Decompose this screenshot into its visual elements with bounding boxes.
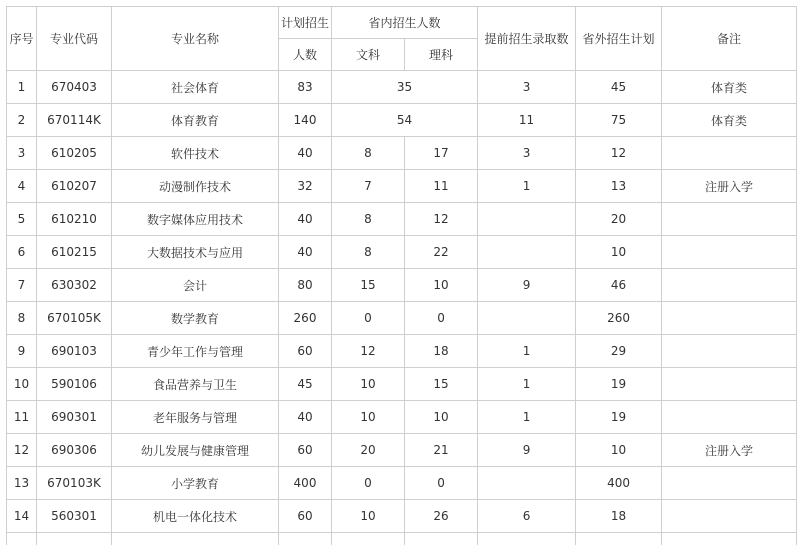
name-cell: 体育教育 [112,104,279,137]
header-arts: 文科 [332,39,405,71]
early-cell: 1 [478,401,576,434]
empty-cell [279,533,332,546]
arts-cell: 0 [332,302,405,335]
early-cell: 3 [478,71,576,104]
code-cell: 670105K [37,302,112,335]
name-cell: 会计 [112,269,279,302]
out-province-cell: 260 [576,302,662,335]
code-cell: 610210 [37,203,112,236]
table-row [7,170,797,203]
early-cell: 1 [478,335,576,368]
science-cell: 0 [405,467,478,500]
early-cell: 6 [478,500,576,533]
name-cell: 幼儿发展与健康管理 [112,434,279,467]
code-cell: 590106 [37,368,112,401]
remark-cell [662,368,797,401]
remark-cell [662,335,797,368]
seq-cell: 4 [7,170,37,203]
table-row [7,500,797,533]
code-cell: 560301 [37,500,112,533]
plan-cell: 45 [279,368,332,401]
science-cell: 10 [405,401,478,434]
plan-cell: 80 [279,269,332,302]
name-cell: 社会体育 [112,71,279,104]
empty-cell [112,533,279,546]
empty-cell [478,533,576,546]
out-province-cell: 19 [576,401,662,434]
early-cell: 3 [478,137,576,170]
arts-cell: 8 [332,236,405,269]
out-province-cell: 75 [576,104,662,137]
science-cell: 10 [405,269,478,302]
out-province-cell: 46 [576,269,662,302]
table-row [7,137,797,170]
remark-cell [662,500,797,533]
remark-cell: 注册入学 [662,434,797,467]
name-cell: 食品营养与卫生 [112,368,279,401]
out-province-cell: 12 [576,137,662,170]
header-remark: 备注 [662,7,797,71]
arts-cell: 8 [332,137,405,170]
seq-cell: 8 [7,302,37,335]
table-row [7,269,797,302]
name-cell: 小学教育 [112,467,279,500]
out-province-cell: 29 [576,335,662,368]
empty-cell [662,533,797,546]
empty-cell [332,533,405,546]
early-cell [478,203,576,236]
table-row [7,467,797,500]
remark-cell [662,269,797,302]
table-row [7,434,797,467]
header-seq: 序号 [7,7,37,71]
arts-cell: 10 [332,500,405,533]
enrollment-plan-table [6,6,797,545]
seq-cell: 3 [7,137,37,170]
remark-cell: 注册入学 [662,170,797,203]
seq-cell: 6 [7,236,37,269]
code-cell: 610207 [37,170,112,203]
arts-cell: 0 [332,467,405,500]
science-cell: 17 [405,137,478,170]
code-cell: 690306 [37,434,112,467]
arts-cell: 10 [332,401,405,434]
empty-cell [7,533,37,546]
code-cell: 670114K [37,104,112,137]
out-province-cell: 10 [576,434,662,467]
seq-cell: 10 [7,368,37,401]
table-row [7,71,797,104]
plan-cell: 40 [279,203,332,236]
empty-cell [576,533,662,546]
plan-cell: 40 [279,137,332,170]
early-cell: 1 [478,368,576,401]
arts-cell: 10 [332,368,405,401]
early-cell: 9 [478,434,576,467]
name-cell: 机电一体化技术 [112,500,279,533]
table-row-partial [7,533,797,546]
remark-cell: 体育类 [662,71,797,104]
out-province-cell: 20 [576,203,662,236]
early-cell [478,236,576,269]
science-cell: 21 [405,434,478,467]
header-code: 专业代码 [37,7,112,71]
arts-cell: 7 [332,170,405,203]
code-cell: 690301 [37,401,112,434]
remark-cell [662,236,797,269]
seq-cell: 7 [7,269,37,302]
remark-cell [662,137,797,170]
name-cell: 数学教育 [112,302,279,335]
seq-cell: 12 [7,434,37,467]
plan-cell: 60 [279,434,332,467]
remark-cell [662,467,797,500]
science-cell: 0 [405,302,478,335]
plan-cell: 83 [279,71,332,104]
table-row [7,401,797,434]
plan-cell: 260 [279,302,332,335]
science-cell: 11 [405,170,478,203]
code-cell: 670103K [37,467,112,500]
remark-cell [662,203,797,236]
name-cell: 软件技术 [112,137,279,170]
early-cell [478,467,576,500]
arts-cell: 12 [332,335,405,368]
header-plan-line1: 计划招生 [279,7,332,39]
code-cell: 630302 [37,269,112,302]
out-province-cell: 45 [576,71,662,104]
early-cell [478,302,576,335]
science-cell: 22 [405,236,478,269]
name-cell: 大数据技术与应用 [112,236,279,269]
in-province-cell: 54 [332,104,478,137]
code-cell: 690103 [37,335,112,368]
plan-cell: 400 [279,467,332,500]
plan-cell: 40 [279,401,332,434]
code-cell: 610215 [37,236,112,269]
name-cell: 数字媒体应用技术 [112,203,279,236]
header-name: 专业名称 [112,7,279,71]
header-science: 理科 [405,39,478,71]
plan-cell: 32 [279,170,332,203]
table-row [7,203,797,236]
code-cell: 670403 [37,71,112,104]
name-cell: 动漫制作技术 [112,170,279,203]
table-row [7,236,797,269]
table-row [7,302,797,335]
header-out-province: 省外招生计划 [576,7,662,71]
remark-cell: 体育类 [662,104,797,137]
science-cell: 15 [405,368,478,401]
early-cell: 1 [478,170,576,203]
empty-cell [37,533,112,546]
empty-cell [405,533,478,546]
out-province-cell: 19 [576,368,662,401]
arts-cell: 20 [332,434,405,467]
seq-cell: 9 [7,335,37,368]
seq-cell: 14 [7,500,37,533]
science-cell: 12 [405,203,478,236]
remark-cell [662,302,797,335]
science-cell: 26 [405,500,478,533]
out-province-cell: 13 [576,170,662,203]
out-province-cell: 400 [576,467,662,500]
seq-cell: 2 [7,104,37,137]
plan-cell: 40 [279,236,332,269]
plan-cell: 60 [279,335,332,368]
plan-cell: 140 [279,104,332,137]
arts-cell: 15 [332,269,405,302]
table-row [7,368,797,401]
header-early: 提前招生录取数 [478,7,576,71]
table-row [7,104,797,137]
early-cell: 9 [478,269,576,302]
out-province-cell: 18 [576,500,662,533]
remark-cell [662,401,797,434]
seq-cell: 13 [7,467,37,500]
name-cell: 老年服务与管理 [112,401,279,434]
science-cell: 18 [405,335,478,368]
header-row-1 [7,7,797,39]
header-in-province: 省内招生人数 [332,7,478,39]
out-province-cell: 10 [576,236,662,269]
header-plan-line2: 人数 [279,39,332,71]
early-cell: 11 [478,104,576,137]
seq-cell: 1 [7,71,37,104]
seq-cell: 5 [7,203,37,236]
plan-cell: 60 [279,500,332,533]
in-province-cell: 35 [332,71,478,104]
table-row [7,335,797,368]
code-cell: 610205 [37,137,112,170]
seq-cell: 11 [7,401,37,434]
name-cell: 青少年工作与管理 [112,335,279,368]
arts-cell: 8 [332,203,405,236]
